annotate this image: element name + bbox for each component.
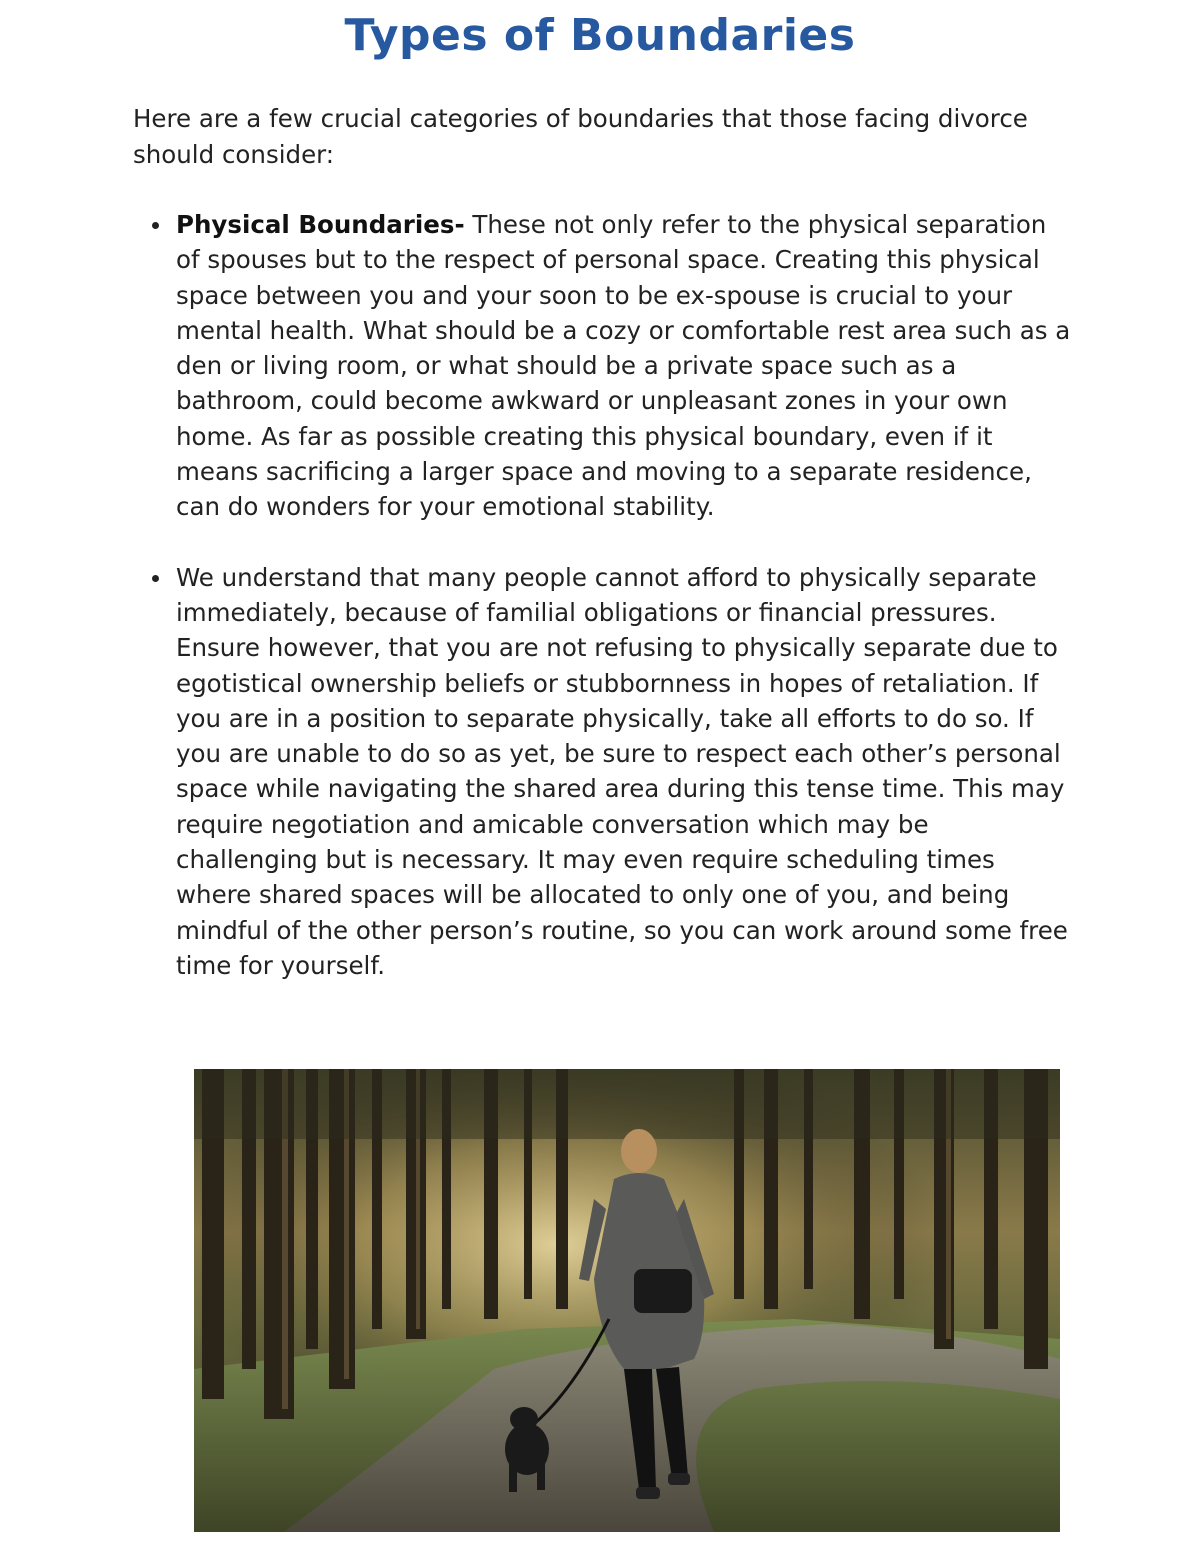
bullet-dot bbox=[152, 222, 159, 229]
intro-paragraph: Here are a few crucial categories of boundaries that those facing divorce should consider: bbox=[133, 104, 1028, 169]
bullet-dot bbox=[152, 575, 159, 582]
page-title: Types of Boundaries bbox=[344, 10, 856, 61]
bullet-lead: Physical Boundaries- bbox=[176, 210, 465, 239]
bullet-text: We understand that many people cannot afford to physically separate immediately, because of familial obligations or financial pressures. Ensure however, that you are not refusing to physically separate due to egotistical ownership beliefs or stubbornness in hopes of retaliation. If you are in a position to separate physically, take all efforts to do so. If you are unable to do so as yet, be sure to respect each other’s personal space while navigating the shared area during this tense time. This may require negotiation and amicable conversation which may be challenging but is necessary. It may even require scheduling times where shared spaces will be allocated to only one of you, and being mindful of the other person’s routine, so you can work around some free time for yourself. bbox=[176, 562, 1068, 980]
list-item-separation bbox=[133, 560, 1073, 984]
boundaries-list bbox=[133, 207, 1073, 983]
list-item-physical-boundaries bbox=[133, 207, 1073, 525]
bullet-text: These not only refer to the physical separation of spouses but to the respect of personal space. Creating this physical space between you and your soon to be ex-spouse is crucial to your mental health. What should be a cozy or comfortable rest area such as a den or living room, or what should be a private space such as a bathroom, could become awkward or unpleasant zones in your own home. As far as possible creating this physical boundary, even if it means sacrificing a larger space and moving to a separate residence, can do wonders for your emotional stability. bbox=[176, 210, 1071, 522]
forest-walk-photo bbox=[194, 1069, 1060, 1532]
